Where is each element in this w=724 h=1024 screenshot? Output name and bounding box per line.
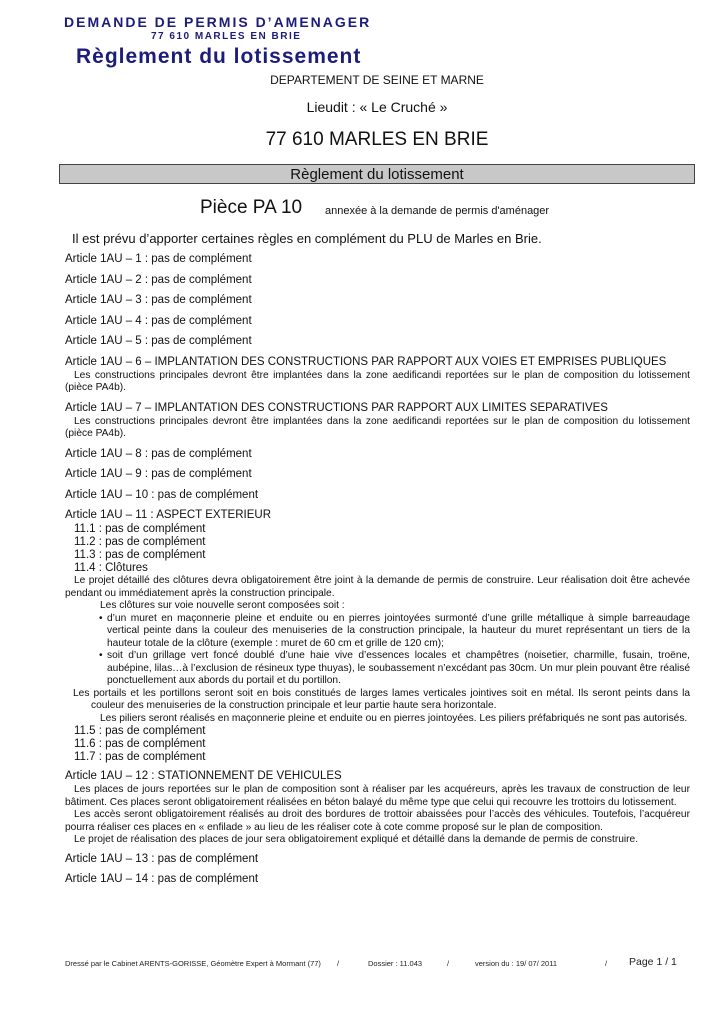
article-6-text: Les constructions principales devront être implantées dans la zone aedificandi reportées sur le plan de composition du lotissement (pièce PA4b). <box>65 369 690 393</box>
article-11-1: 11.1 : pas de complément <box>74 523 206 535</box>
list-item: • soit d’un grillage vert foncé doublé d’une haie vive d’essences locales et champêtres (noisetier, charmille, fusain, troëne, aubépine, lilas…à l’exclusion de résineux type thuyas), le soubassement n’excédant pas 30cm. Un mur plein pouvant être réalisé ponctuellement aux abords du portail et du portillon. <box>99 650 690 686</box>
article-7-text: Les constructions principales devront être implantées dans la zone aedificandi reportées sur le plan de composition du lotissement (pièce PA4b). <box>65 415 690 439</box>
article-11-6: 11.6 : pas de complément <box>74 738 206 750</box>
footer-separator: / <box>605 959 608 968</box>
article-1: Article 1AU – 1 : pas de complément <box>65 253 252 265</box>
clotures-p4: Les piliers seront réalisés en maçonnerie pleine et enduite ou en pierres jointoyées. Les piliers préfabriqués ne sont pas autorisés. <box>100 712 688 724</box>
article-13: Article 1AU – 13 : pas de complément <box>65 852 259 865</box>
article-12-p3: Le projet de réalisation des places de jour sera obligatoirement expliqué et détaillé dans la demande de permis de construire. <box>74 834 639 845</box>
clotures-list <box>65 613 690 688</box>
article-11-4: 11.4 : Clôtures <box>74 562 148 574</box>
bullet-icon: • <box>99 650 103 661</box>
article-7-title: Article 1AU – 7 – IMPLANTATION DES CONSTRUCTIONS PAR RAPPORT AUX LIMITES SEPARATIVES <box>65 401 608 414</box>
piece-annex: annexée à la demande de permis d'aménager <box>325 205 550 217</box>
article-11-title: Article 1AU – 11 : ASPECT EXTERIEUR <box>65 509 272 521</box>
article-11-3: 11.3 : pas de complément <box>74 549 206 561</box>
city-title: 77 610 MARLES EN BRIE <box>265 129 489 150</box>
article-10: Article 1AU – 10 : pas de complément <box>65 488 259 501</box>
piece-number: Pièce PA 10 <box>200 197 303 218</box>
lieudit: Lieudit : « Le Cruché » <box>306 99 448 115</box>
article-12-p2: Les accès seront obligatoirement réalisés au droit des bordures de trottoir abaissées pour l’accès des véhicules. Toutefois, l’acquéreur pourra réaliser ces places en « enfilade » au lieu de les réaliser cote à cote comme proposé sur le plan de composition. <box>65 809 690 833</box>
article-11-5: 11.5 : pas de complément <box>74 725 206 737</box>
footer-version: version du : 19/ 07/ 2011 <box>475 959 558 968</box>
article-8: Article 1AU – 8 : pas de complément <box>65 447 252 460</box>
header-subtitle: Règlement du lotissement <box>76 45 362 68</box>
section-band: Règlement du lotissement <box>59 164 695 184</box>
header-title: DEMANDE DE PERMIS D’AMENAGER <box>64 14 372 30</box>
departement: DEPARTEMENT DE SEINE ET MARNE <box>270 73 484 87</box>
list-item: • d’un muret en maçonnerie pleine et enduite ou en pierres jointoyées surmonté d’une grille métallique à simple barreaudage vertical peinte dans la couleur des menuiseries de la construction principale, la hauteur du muret représentant un tiers de la hauteur totale de la clôture (exemple : muret de 60 cm et grille de 120 cm); <box>99 612 690 649</box>
article-3: Article 1AU – 3 : pas de complément <box>65 294 252 306</box>
intro-text: Il est prévu d’apporter certaines règles en complément du PLU de Marles en Brie. <box>72 231 542 246</box>
footer-page: Page 1 / 1 <box>629 956 677 968</box>
footer-dossier: Dossier : 11.043 <box>368 959 423 968</box>
article-11-2: 11.2 : pas de complément <box>74 536 206 548</box>
article-11-7: 11.7 : pas de complément <box>74 751 206 763</box>
article-4: Article 1AU – 4 : pas de complément <box>65 314 252 327</box>
clotures-p2: Les clôtures sur voie nouvelle seront composées soit : <box>100 600 345 611</box>
article-5: Article 1AU – 5 : pas de complément <box>65 335 252 347</box>
article-14: Article 1AU – 14 : pas de complément <box>65 873 259 885</box>
footer-drafted: Dressé par le Cabinet ARENTS-GORISSE, Géomètre Expert à Mormant (77) <box>65 959 321 968</box>
article-12-p1: Les places de jours reportées sur le plan de composition sont à réaliser par les acquéreurs, après les travaux de construction de leur bâtiment. Ces places seront obligatoirement réalisées en béton balayé du même type que celui qui recouvre les trottoirs du lotissement. <box>65 784 690 808</box>
header-city: 77 610 MARLES EN BRIE <box>151 31 302 42</box>
clotures-p3: Les portails et les portillons seront soit en bois constitués de larges lames verticales jointives soit en métal. Ils seront peints dans la couleur des menuiseries de la construction principale et leur partie haute sera horizontale. <box>73 687 690 711</box>
footer-separator: / <box>337 959 340 968</box>
article-2: Article 1AU – 2 : pas de complément <box>65 273 252 286</box>
clotures-p1: Le projet détaillé des clôtures devra obligatoirement être joint à la demande de permis de construire. Leur réalisation doit être achevée pendant ou immédiatement après la construction principale. <box>65 575 690 599</box>
article-9: Article 1AU – 9 : pas de complément <box>65 468 252 480</box>
footer-separator: / <box>447 959 450 968</box>
regulation-body <box>65 252 690 893</box>
article-12-title: Article 1AU – 12 : STATIONNEMENT DE VEHICULES <box>65 770 342 782</box>
article-6-title: Article 1AU – 6 – IMPLANTATION DES CONSTRUCTIONS PAR RAPPORT AUX VOIES ET EMPRISES PUBLIQUES <box>65 355 667 368</box>
bullet-icon: • <box>99 612 103 624</box>
